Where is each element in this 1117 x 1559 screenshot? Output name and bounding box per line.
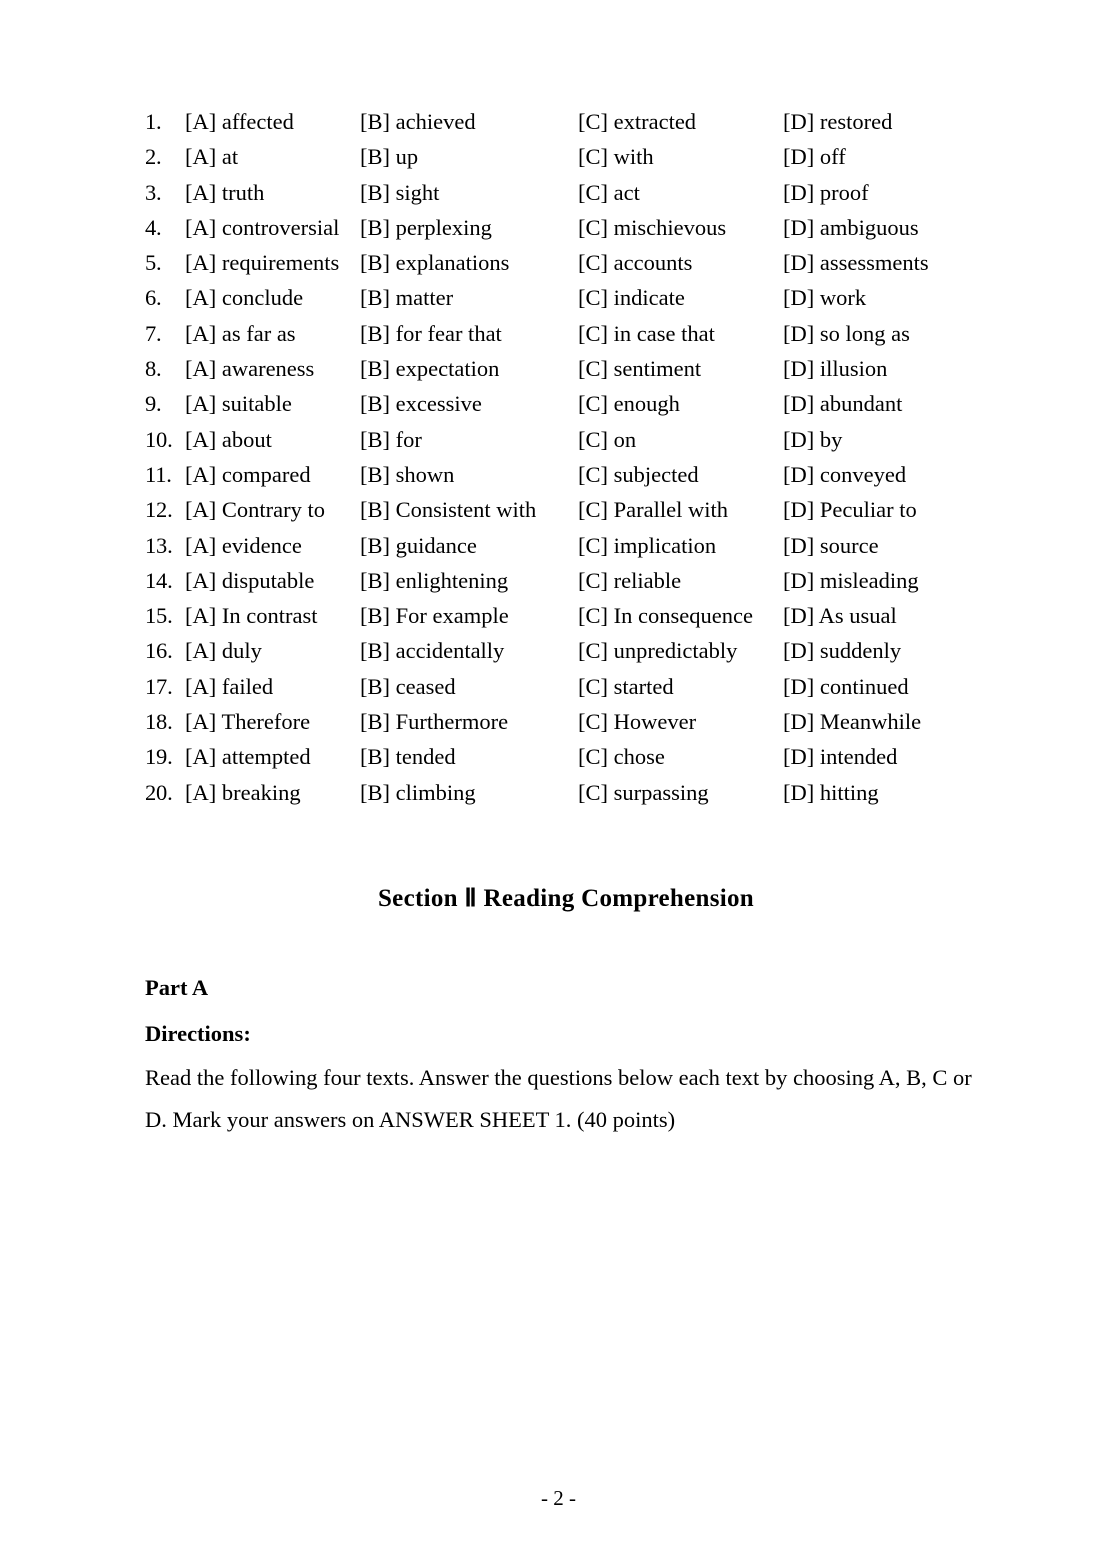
question-number: 18.	[145, 709, 173, 735]
option-b: [B] up	[360, 144, 419, 170]
option-a: [A] failed	[185, 673, 274, 699]
question-number: 3.	[145, 179, 162, 205]
option-b: [B] Consistent with	[360, 497, 537, 523]
section-heading: Section Ⅱ Reading Comprehension	[377, 884, 755, 912]
option-c: [C] indicate	[578, 285, 685, 311]
question-row	[145, 216, 987, 240]
option-d: [D] Peculiar to	[783, 497, 917, 523]
option-c: [C] extracted	[578, 109, 697, 134]
directions-text: Read the following four texts. Answer the questions below each text by choosing A, B, C or D. Mark your answers on ANSWER SHEET 1. (40 points)	[145, 1064, 972, 1132]
question-number: 10.	[145, 426, 173, 452]
option-d: [D] suddenly	[783, 638, 902, 664]
option-a: [A] In contrast	[185, 603, 318, 629]
option-a: [A] at	[185, 144, 239, 170]
question-row	[145, 110, 987, 134]
option-a: [A] truth	[185, 179, 265, 205]
option-c: [C] enough	[578, 391, 680, 417]
option-a: [A] Contrary to	[185, 497, 325, 523]
option-c: [C] However	[578, 709, 697, 735]
option-d: [D] proof	[783, 179, 869, 205]
option-a: [A] attempted	[185, 744, 311, 770]
question-row	[145, 534, 987, 558]
option-b: [B] tended	[360, 744, 456, 770]
option-d: [D] off	[783, 144, 846, 170]
option-c: [C] unpredictably	[578, 638, 738, 664]
question-number: 17.	[145, 673, 173, 699]
option-c: [C] in case that	[578, 320, 715, 346]
option-b: [B] sight	[360, 179, 440, 205]
option-b: [B] for	[360, 426, 422, 452]
question-row	[145, 639, 987, 663]
option-d: [D] so long as	[783, 320, 910, 346]
question-number: 4.	[145, 214, 162, 240]
part-label: Part A	[145, 974, 209, 1000]
question-row	[145, 181, 987, 205]
question-number: 20.	[145, 779, 173, 805]
question-row	[145, 286, 987, 310]
question-number: 6.	[145, 285, 162, 311]
option-c: [C] sentiment	[578, 356, 702, 382]
option-b: [B] accidentally	[360, 638, 505, 664]
option-b: [B] ceased	[360, 673, 456, 699]
question-row	[145, 145, 987, 169]
option-a: [A] Therefore	[185, 709, 311, 735]
option-a: [A] affected	[185, 109, 294, 134]
option-c: [C] subjected	[578, 461, 699, 487]
option-a: [A] breaking	[185, 779, 301, 805]
option-a: [A] suitable	[185, 391, 292, 417]
question-row	[145, 569, 987, 593]
question-number: 9.	[145, 391, 162, 417]
option-d: [D] restored	[783, 109, 893, 134]
question-number: 16.	[145, 638, 173, 664]
question-number: 8.	[145, 356, 162, 382]
option-d: [D] illusion	[783, 356, 888, 382]
option-c: [C] Parallel with	[578, 497, 728, 523]
option-b: [B] excessive	[360, 391, 482, 417]
question-number: 12.	[145, 497, 173, 523]
option-d: [D] conveyed	[783, 461, 907, 487]
question-row	[145, 392, 987, 416]
option-b: [B] achieved	[360, 109, 476, 134]
option-d: [D] intended	[783, 744, 898, 770]
question-row	[145, 357, 987, 381]
option-b: [B] guidance	[360, 532, 477, 558]
question-row	[145, 463, 987, 487]
option-d: [D] assessments	[783, 250, 929, 276]
question-number: 1.	[145, 109, 162, 134]
option-d: [D] ambiguous	[783, 214, 919, 240]
option-b: [B] climbing	[360, 779, 476, 805]
question-row	[145, 710, 987, 734]
question-number: 19.	[145, 744, 173, 770]
option-d: [D] by	[783, 426, 843, 452]
option-d: [D] hitting	[783, 779, 879, 805]
option-b: [B] shown	[360, 461, 455, 487]
question-row	[145, 604, 987, 628]
page-number: - 2 -	[541, 1486, 576, 1510]
question-row	[145, 428, 987, 452]
question-row	[145, 745, 987, 769]
option-a: [A] requirements	[185, 250, 340, 276]
option-b: [B] explanations	[360, 250, 510, 276]
option-d: [D] As usual	[783, 603, 897, 629]
option-b: [B] expectation	[360, 356, 500, 382]
question-row	[145, 322, 987, 346]
option-d: [D] Meanwhile	[783, 709, 922, 735]
option-a: [A] controversial	[185, 214, 340, 240]
cloze-choices-list	[145, 110, 987, 805]
question-number: 2.	[145, 144, 162, 170]
option-b: [B] matter	[360, 285, 454, 311]
option-a: [A] as far as	[185, 320, 296, 346]
option-c: [C] accounts	[578, 250, 693, 276]
option-d: [D] continued	[783, 673, 909, 699]
question-row	[145, 781, 987, 805]
option-b: [B] enlightening	[360, 567, 509, 593]
option-c: [C] act	[578, 179, 640, 205]
option-c: [C] chose	[578, 744, 665, 770]
option-a: [A] compared	[185, 461, 311, 487]
option-c: [C] on	[578, 426, 637, 452]
option-c: [C] mischievous	[578, 214, 727, 240]
option-a: [A] conclude	[185, 285, 304, 311]
option-b: [B] Furthermore	[360, 709, 509, 735]
option-d: [D] misleading	[783, 567, 919, 593]
option-d: [D] work	[783, 285, 867, 311]
option-b: [B] perplexing	[360, 214, 492, 240]
option-b: [B] for fear that	[360, 320, 502, 346]
question-number: 11.	[145, 461, 172, 487]
question-number: 5.	[145, 250, 162, 276]
option-c: [C] with	[578, 144, 654, 170]
option-d: [D] abundant	[783, 391, 903, 417]
option-a: [A] disputable	[185, 567, 315, 593]
question-row	[145, 675, 987, 699]
question-row	[145, 251, 987, 275]
option-c: [C] reliable	[578, 567, 682, 593]
question-number: 7.	[145, 320, 162, 346]
option-a: [A] duly	[185, 638, 262, 664]
question-number: 15.	[145, 603, 173, 629]
option-c: [C] In consequence	[578, 603, 753, 629]
option-a: [A] about	[185, 426, 272, 452]
option-a: [A] evidence	[185, 532, 302, 558]
directions-label: Directions:	[145, 1020, 251, 1046]
question-row	[145, 498, 987, 522]
option-b: [B] For example	[360, 603, 509, 629]
option-c: [C] started	[578, 673, 674, 699]
option-a: [A] awareness	[185, 356, 315, 382]
option-c: [C] implication	[578, 532, 717, 558]
option-c: [C] surpassing	[578, 779, 709, 805]
question-number: 14.	[145, 567, 173, 593]
question-number: 13.	[145, 532, 173, 558]
option-d: [D] source	[783, 532, 879, 558]
